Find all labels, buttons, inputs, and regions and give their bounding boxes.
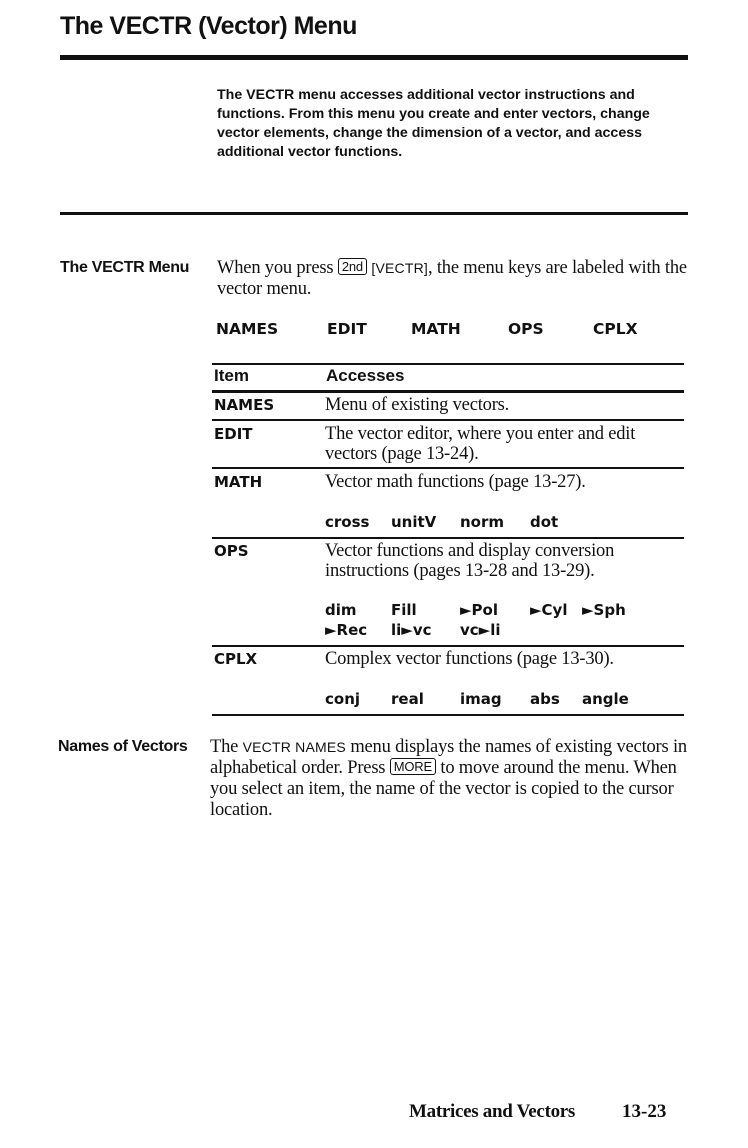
top-rule (60, 55, 688, 60)
table-bottom-rule (212, 714, 684, 716)
ops-fn-li-vc: li►vc (391, 621, 432, 639)
table-top-rule (212, 363, 684, 365)
menu-ref-vectr-names: VECTR NAMES (242, 739, 346, 755)
math-fn-norm: norm (460, 513, 505, 531)
table-header-accesses: Accesses (326, 366, 405, 385)
table-row-item-ops: OPS (214, 542, 249, 560)
table-row-rule (212, 537, 684, 539)
ops-fn-fill: Fill (391, 601, 417, 619)
table-row-rule (212, 645, 684, 647)
page-title: The VECTR (Vector) Menu (60, 12, 357, 40)
ops-fn-vc-li: vc►li (460, 621, 501, 639)
cplx-fn-conj: conj (325, 690, 361, 708)
table-row-desc-ops: Vector functions and display conversion instructions (pages 13-28 and 13-29). (325, 541, 615, 581)
menu-key-ops: OPS (508, 320, 544, 338)
side-heading-names-of-vectors: Names of Vectors (58, 738, 188, 755)
table-row-item-edit: EDIT (214, 425, 253, 443)
table-row-desc-cplx: Complex vector functions (page 13-30). (325, 649, 614, 669)
table-row-item-math: MATH (214, 473, 263, 491)
side-heading-vectr-menu: The VECTR Menu (60, 259, 190, 276)
key-more: MORE (390, 758, 436, 775)
names-paragraph (210, 737, 690, 821)
menu-key-math: MATH (411, 320, 461, 338)
names-para-middle: menu displays the names of existing vectors in alphabetical order. Press (210, 737, 687, 778)
cplx-fn-imag: imag (460, 690, 502, 708)
table-row-desc-math: Vector math functions (page 13-27). (325, 472, 586, 492)
cplx-fn-angle: angle (582, 690, 629, 708)
vectr-para-end: , the menu keys are labeled with the vector menu. (217, 258, 687, 299)
cplx-fn-real: real (391, 690, 424, 708)
names-para-suffix: to move around the menu. When you select an item, the name of the vector is copied to the cursor location. (210, 758, 677, 820)
footer-page-number: 13-23 (622, 1101, 667, 1122)
footer-section-label: Matrices and Vectors (409, 1101, 576, 1122)
table-header-item: Item (214, 366, 249, 385)
intro-paragraph: The VECTR menu accesses additional vector instructions and functions. From this menu you create and enter vectors, change vector elements, change the dimension of a vector, and access additional vector functions. (217, 87, 650, 160)
menu-key-edit: EDIT (327, 320, 367, 338)
key-vectr: [VECTR] (371, 260, 428, 276)
key-2nd: 2nd (338, 258, 367, 275)
ops-fn-sph: ►Sph (582, 601, 626, 619)
math-fn-cross: cross (325, 513, 370, 531)
ops-fn-dim: dim (325, 601, 357, 619)
menu-key-names: NAMES (216, 320, 279, 338)
table-header-rule (212, 390, 684, 393)
math-fn-dot: dot (530, 513, 559, 531)
names-para-prefix: The (210, 737, 243, 757)
ops-fn-rec: ►Rec (325, 621, 368, 639)
cplx-fn-abs: abs (530, 690, 560, 708)
table-row-rule (212, 419, 684, 421)
table-row-desc-edit: The vector editor, where you enter and edit vectors (page 13-24). (325, 424, 636, 464)
menu-key-cplx: CPLX (593, 320, 638, 338)
vectr-menu-paragraph (217, 258, 692, 300)
section-rule (60, 212, 688, 215)
ops-fn-cyl: ►Cyl (530, 601, 568, 619)
vectr-para-start: When you press (217, 258, 338, 278)
ops-fn-pol: ►Pol (460, 601, 498, 619)
table-row-rule (212, 467, 684, 469)
table-row-item-names: NAMES (214, 396, 275, 414)
table-row-desc-names: Menu of existing vectors. (325, 395, 510, 415)
table-row-item-cplx: CPLX (214, 650, 258, 668)
math-fn-unitv: unitV (391, 513, 437, 531)
